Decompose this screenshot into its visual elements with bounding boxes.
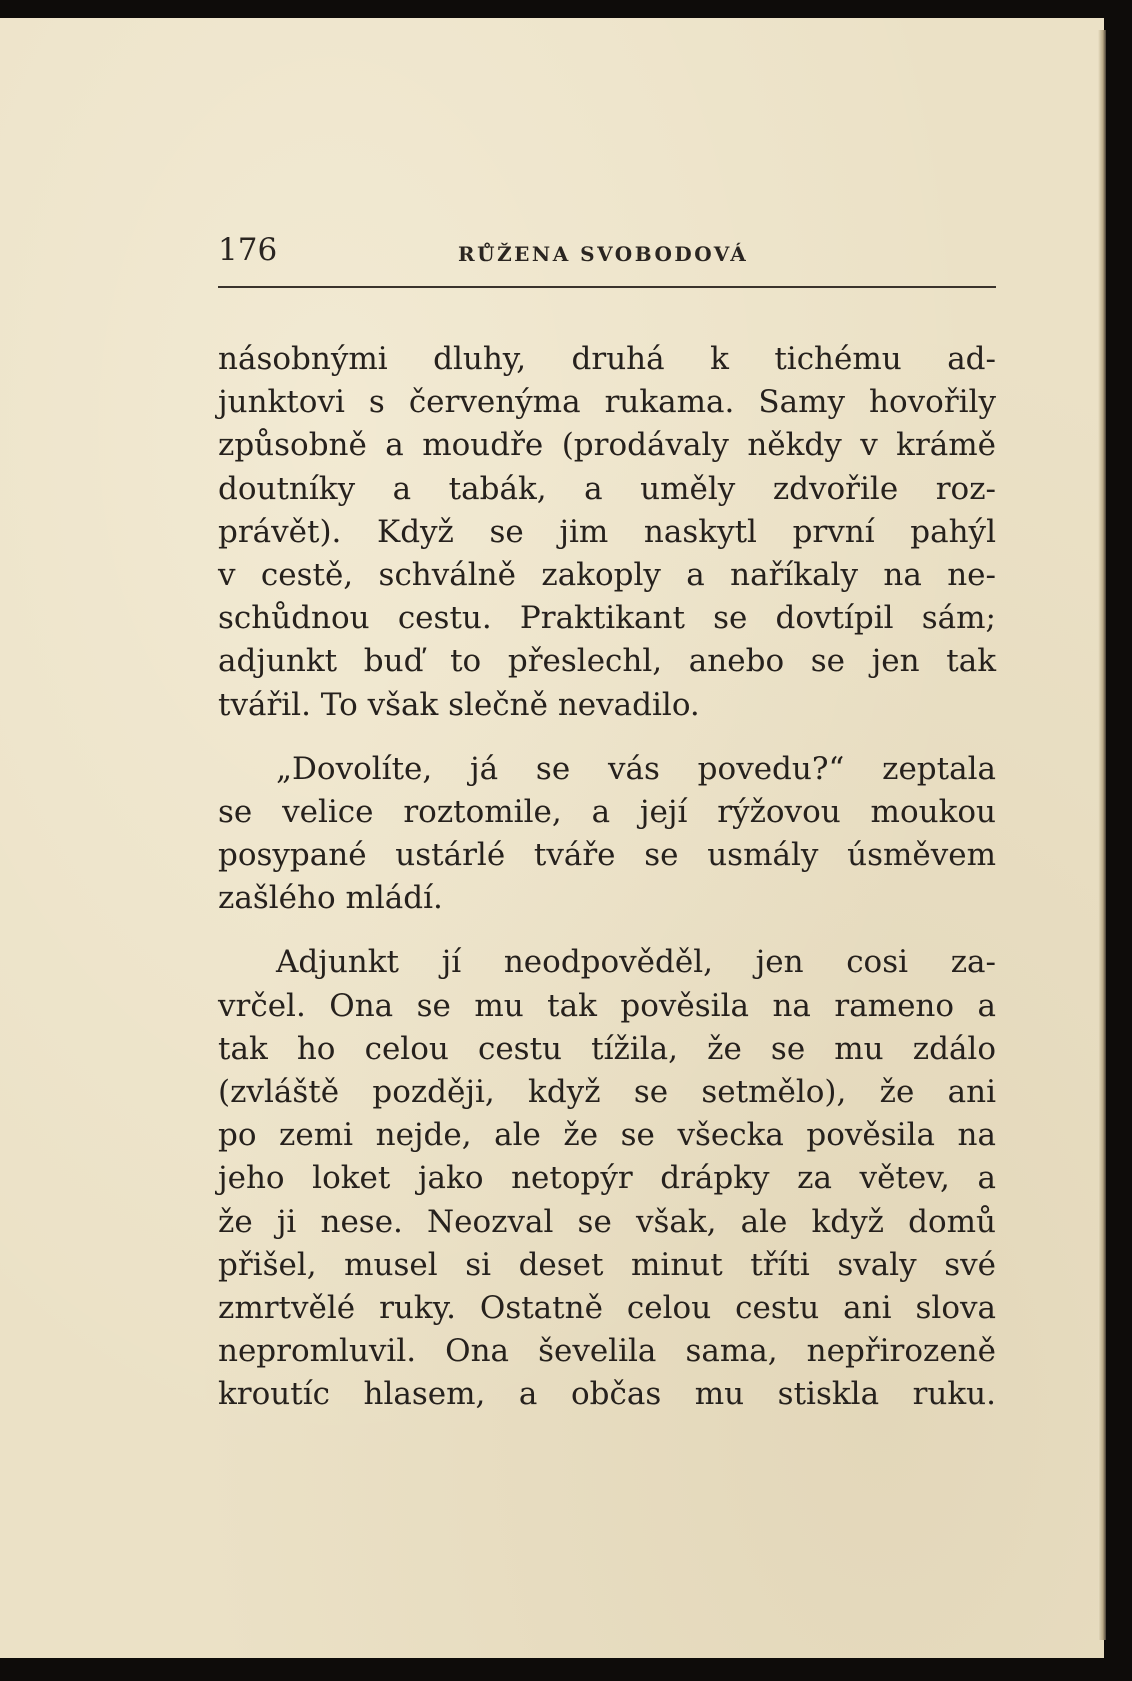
text-line: nepromluvil. Ona ševelila sama, nepřirozeně [218, 1333, 996, 1370]
text-line: junktovi s červenýma rukama. Samy hovořily [218, 384, 996, 421]
text-line: doutníky a tabák, a uměly zdvořile roz- [218, 470, 996, 507]
text-line: právět). Když se jim naskytl první pahýl [218, 513, 996, 550]
header-rule [218, 286, 996, 288]
text-line: zmrtvělé ruky. Ostatně celou cestu ani slova [218, 1289, 996, 1326]
text-line: posypané ustárlé tváře se usmály úsměvem [218, 837, 996, 874]
running-header [218, 228, 998, 268]
page-edge-shadow [1098, 30, 1106, 1640]
text-line: se velice roztomile, a její rýžovou moukou [218, 793, 996, 830]
running-title-author: RŮŽENA SVOBODOVÁ [458, 242, 749, 266]
text-line: způsobně a moudře (prodávaly někdy v krámě [218, 427, 996, 464]
text-line: vrčel. Ona se mu tak pověsila na rameno a [218, 987, 996, 1024]
text-line: přišel, musel si deset minut tříti svaly své [218, 1246, 996, 1283]
paragraph [218, 338, 996, 727]
paragraph-spacer [218, 920, 996, 941]
page-number: 176 [218, 232, 278, 268]
paragraph [218, 941, 996, 1416]
text-line: násobnými dluhy, druhá k tichému ad- [218, 341, 996, 377]
paragraph [218, 748, 996, 921]
text-line: (zvláště později, když se setmělo), že ani [218, 1074, 996, 1110]
text-line: po zemi nejde, ale že se všecka pověsila na [218, 1117, 996, 1154]
text-line: že ji nese. Neozval se však, ale když domů [218, 1203, 996, 1240]
text-line: v cestě, schválně zakoply a naříkaly na ne- [218, 556, 996, 593]
text-line: kroutíc hlasem, a občas mu stiskla ruku. [218, 1376, 996, 1413]
paragraph-spacer [218, 727, 996, 748]
text-line: zašlého mládí. [218, 880, 443, 917]
body-text [218, 338, 996, 1417]
text-line: jeho loket jako netopýr drápky za větev, a [218, 1160, 996, 1197]
text-line: adjunkt buď to přeslechl, anebo se jen tak [218, 643, 996, 680]
text-line: Adjunkt jí neodpověděl, jen cosi za- [276, 944, 996, 981]
text-line: tvářil. To však slečně nevadilo. [218, 686, 700, 723]
text-line: schůdnou cestu. Praktikant se dovtípil sám; [218, 600, 996, 637]
text-line: tak ho celou cestu tížila, že se mu zdálo [218, 1030, 996, 1067]
text-line: „Dovolíte, já se vás povedu?“ zeptala [276, 750, 996, 787]
